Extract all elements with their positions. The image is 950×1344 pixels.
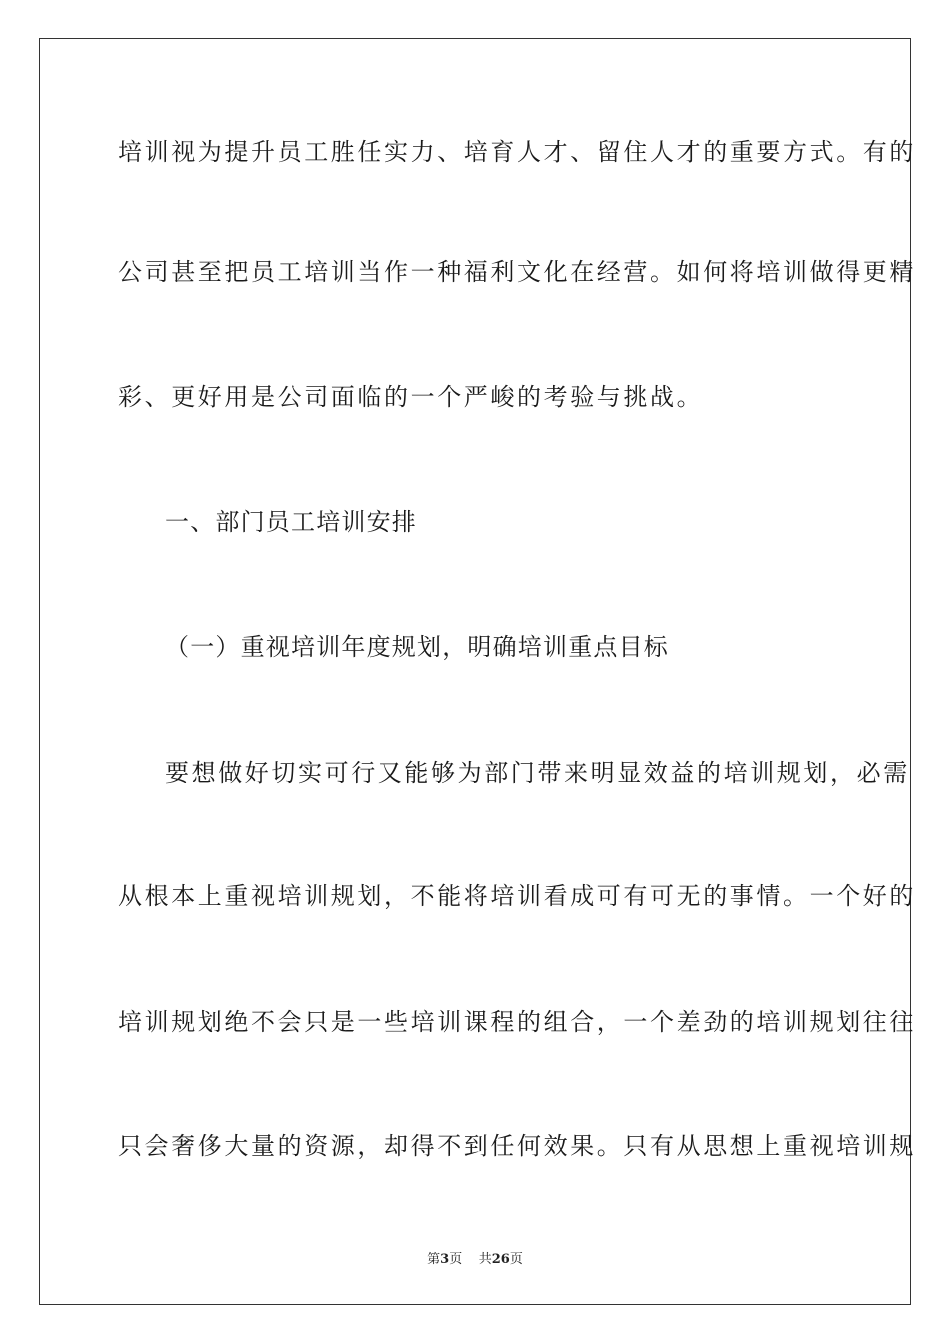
footer-total-pages: 26 xyxy=(491,1252,510,1267)
page-footer xyxy=(0,1248,950,1267)
section-heading: 一、部门员工培训安排 xyxy=(165,508,417,536)
paragraph-line-1: 要想做好切实可行又能够为部门带来明显效益的培训规划，必需 xyxy=(165,759,910,787)
footer-page-number: 3 xyxy=(440,1252,450,1267)
footer-total-prefix: 共 xyxy=(478,1252,492,1267)
body-line-3: 彩、更好用是公司面临的一个严峻的考验与挑战。 xyxy=(118,383,704,411)
page-border xyxy=(39,38,916,1305)
paragraph-line-2: 从根本上重视培训规划，不能将培训看成可有可无的事情。一个好的 xyxy=(118,882,916,910)
paragraph-line-4: 只会奢侈大量的资源，却得不到任何效果。只有从思想上重视培训规 xyxy=(118,1132,916,1160)
paragraph-line-3: 培训规划绝不会只是一些培训课程的组合，一个差劲的培训规划往往 xyxy=(118,1008,916,1036)
body-line-2: 公司甚至把员工培训当作一种福利文化在经营。如何将培训做得更精 xyxy=(118,258,916,286)
footer-page-suffix: 页 xyxy=(449,1252,463,1267)
footer-total-suffix: 页 xyxy=(509,1252,523,1267)
body-line-1: 培训视为提升员工胜任实力、培育人才、留住人才的重要方式。有的 xyxy=(118,138,916,166)
subsection-heading: （一）重视培训年度规划，明确培训重点目标 xyxy=(165,633,669,661)
footer-page-prefix: 第 xyxy=(427,1252,441,1267)
